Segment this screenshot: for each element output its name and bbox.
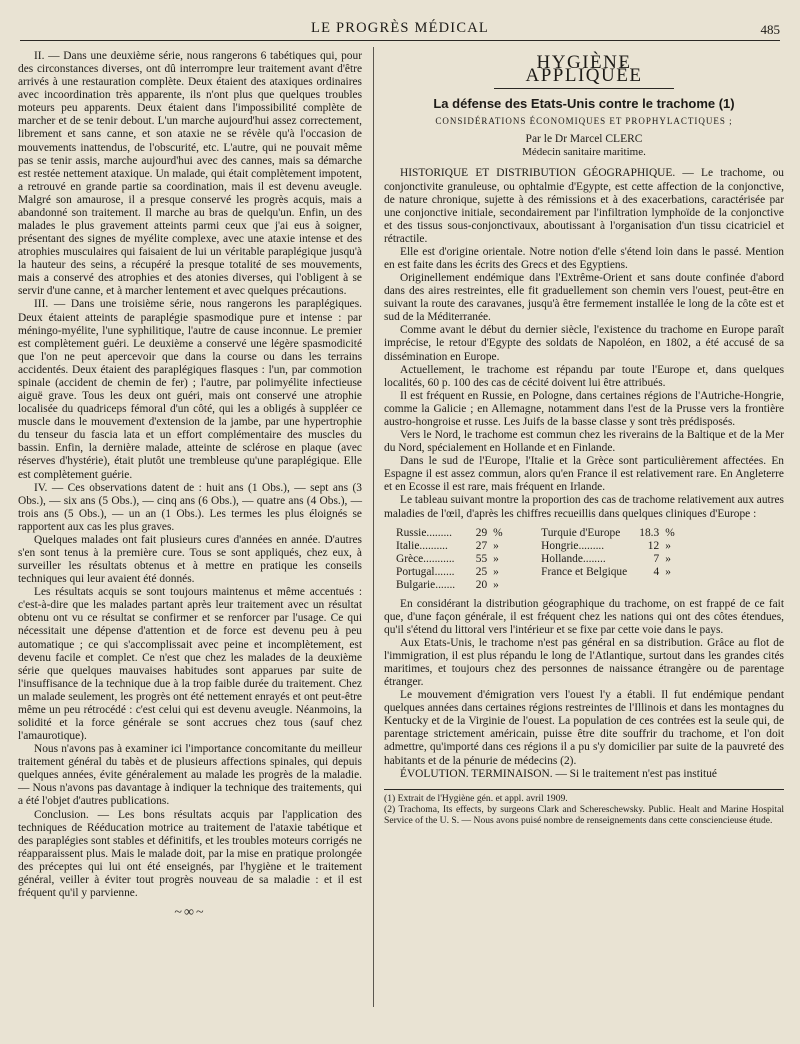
paragraph: Comme avant le début du dernier siècle, l'existence du trachome en Europe paraît imprécise, le retour d'Egypte des soldats de Napoléon, en 1802, a été accusé de sa dissémination en Europe. [384,324,784,363]
paragraph: Quelques malades ont fait plusieurs cures d'années en année. D'autres s'en sont tenus à la première cure. Tous se sont appliqués, chez eux, à surveiller les résultats obtenus et à mettre en pratique les conseils techniques qui leur avaient été donnés. [18,533,362,586]
country-cell: Grèce........... [396,552,455,565]
country-cell: Hollande........ [541,552,606,565]
paragraph: Il est fréquent en Russie, en Pologne, dans certaines régions de l'Autriche-Hongrie, comme la Galicie ; en Allemagne, notamment dans l'est de la Prusse vers la frontière austro-hongroise et russe. Les Juifs de la basse classe y sont très prédisposés. [384,389,784,428]
paragraph: Vers le Nord, le trachome est commun chez les riverains de la Baltique et de la Mer du Nord, spécialement en Hollande et en Finlande. [384,429,784,455]
page-number: 485 [760,22,780,37]
paragraph: III. — Dans une troisième série, nous rangerons les paraplégiques. Deux étaient atteints de paraplégie spasmodique pure et intense : par méningo-myélite, l'une syphilitique, l'autre de cause inconnue. Le premier est complètement guéri. Le deuxième a conservé une légère spasmodicité que l'on ne peut apercevoir que dans la course ou dans les terrains accidentés. Deux étaient des paraplégiques flasques : l'un, par commotion spinale (accident de chemin de fer) ; l'autre, par polimyélite infectieuse aiguë grave. Tous les deux ont guéri, mais ont conservé une atrophie localisée du quadriceps fémoral d'un côté, qui les a obligés à suppléer ce muscle dans le mouvement d'extension de la jambe, par une hypertrophie du tenseur du fascia lata et un effort complémentaire des muscles du bassin. Enfin, la dernière malade, atteinte de sclérose en plaque (avec réserves d'hystérie), était plutôt une trembleuse qu'une paraplégique. Elle est complètement guérie. [18,298,362,481]
left-column [18,50,362,919]
running-head [20,18,780,41]
table-row [394,527,695,540]
country-cell [523,579,629,592]
paragraph: Nous n'avons pas à examiner ici l'importance concomitante du meilleur traitement général du tabès et de plusieurs affections spinales, qui depuis quelques années, évite généralement au malade les progrès de la maladie. — Nous n'avons pas davantage à indiquer la technique des traitements, qui a été l'objet d'autres publications. [18,743,362,808]
end-ornament: ~∞~ [174,905,206,921]
value-cell: 12 [647,539,660,552]
country-cell: Turquie d'Europe [541,526,621,539]
value-cell: 18.3 [639,526,660,539]
paragraph: Originellement endémique dans l'Extrême-Orient et sans doute confinée d'abord dans des aires restreintes, elle fit graduellement son chemin vers l'ouest, peut-être en suivant la route des caravanes, jusqu'à être fermement installée le long de la côte est et sud de la Méditerranée. [384,272,784,324]
value-cell: 25 [475,565,488,578]
paragraph: Dans le sud de l'Europe, l'Italie et la Grèce sont particulièrement affectées. En Espagne il est assez commun, alors qu'en France il est relativement rare. En Angleterre et en Ecosse il est rare, mais fréquent en Irlande. [384,455,784,494]
unit-cell: » [493,552,499,565]
unit-cell: % [665,526,675,539]
right-column [384,50,784,827]
section-title: HYGIÈNE APPLIQUÉE [494,56,674,89]
value-cell: 29 [475,526,488,539]
author-role: Médecin sanitaire maritime. [522,146,646,159]
value-cell: 55 [475,552,488,565]
paragraph: Le mouvement d'émigration vers l'ouest l'y a établi. Il fut endémique pendant quelques années dans certaines régions restreintes de l'Illinois et dans les montagnes du Kentucky et de la Virginie de l'ouest. La population de ces contrées est la seule qui, de parentage strictement américain, puisse être dite souffrir du trachome, et l'on doit admettre, qu'importé dans ces régions il a pu s'y domicilier par suite de la pauvreté des habitants et de la pénurie de médecins (2). [384,689,784,767]
value-cell: 27 [475,539,488,552]
table-row [394,579,695,592]
value-cell: 20 [475,578,488,591]
unit-cell [661,579,695,592]
author-name: Par le Dr Marcel CLERC [525,133,643,146]
unit-cell: % [493,526,503,539]
paragraph: Aux Etats-Unis, le trachome n'est pas général en sa distribution. Grâce au flot de l'immigration, il est plus répandu le long de l'Atlantique, surtout dans les grandes cités maritimes, et toujours chez des personnes de naissance étrangère ou de parentage étranger. [384,636,784,689]
unit-cell: » [665,565,671,578]
value-cell: 7 [653,552,660,565]
unit-cell: » [493,578,499,591]
journal-title: LE PROGRÈS MÉDICAL [311,20,489,36]
unit-cell: » [493,565,499,578]
paragraph: Actuellement, le trachome est répandu par toute l'Europe et, dans quelques localités, 60 p. 100 des cas de cécité doivent lui être attribués. [384,363,784,389]
paragraph: Elle est d'origine orientale. Notre notion d'elle s'étend loin dans le passé. Mention en est faite dans les écrits des Grecs et des Egyptiens. [384,245,784,272]
unit-cell: » [665,552,671,565]
country-cell: France et Belgique [541,565,628,578]
trachoma-proportion-table [394,527,695,592]
paragraph: II. — Dans une deuxième série, nous rangerons 6 tabétiques qui, pour des circonstances diverses, ont dû interrompre leur traitement avant d'être arrivés à une restauration complète. Deux étaient des ataxiques ordinaires avec incoordination très apparente, ils n'ont plus que quelques troubles moteurs peu apparents. Deux étaient dans l'impossibilité complète de marcher et de se tenir debout. L'un marche aujourd'hui assez correctement, librement et sans canne, et son ataxie ne se révèle qu'à l'occasion de mouvements inattendus, de l'obscurité, etc. L'autre, qui ne pouvait même pas se tenir assis, marche aujourd'hui avec des cannes, mais sa démarche est restée nettement ataxique. Un malade, qui était complètement impotent, a retrouvé en grande partie sa coordination, mais il est devenu aveugle. Malgré son amaurose, il a presque conservé les progrès acquis, mais a abandonné son traitement. Il marche au bras de quelqu'un. Enfin, un des malades le plus gravement atteints parmi ceux que j'ai eus à soigner, présentant des signes de myélite complexe, avec une ataxie intense et des atrophies musculaires qui faisaient de lui un véritable paraplégique jusqu'à la hauteur des seins, a récupéré la presque totalité de ses mouvements, mais a conservé des atrophies et des atonies diverses, qui l'obligent à se servir d'une canne, et à marcher lentement et avec quelques précautions. [18,50,362,298]
article-title: La défense des Etats-Unis contre le trachome (1) [433,96,735,112]
table-row [394,540,695,553]
paragraph: Les résultats acquis se sont toujours maintenus et même accentués : c'est-à-dire que les malades partant après leur traitement avec un résultat obtenu ont vu ce résultat se confirmer et se renforcer par l'usage. Ce qui nécessitait une dépense d'attention et de force est devenu peu à peu automatique ; ce qui s'accomplissait avec peine et incomplètement, est devenu facile et complet. Ce n'est que chez les malades de la deuxième série que quelques mauvaises habitudes sont apparues par suite de l'insuffisance de la technique due à la trop faible durée du traitement. Chez un malade seulement, les progrès ont été nettement enrayés et ont peut-être même un peu rétrocédé : c'est celui qui est devenu aveugle. Néanmoins, la solidité et la force générale se sont accrues chez tous (sauf chez l'amaurotique). [18,586,362,743]
article-subtitle: CONSIDÉRATIONS ÉCONOMIQUES ET PROPHYLACTIQUES ; [435,116,733,127]
country-cell: Bulgarie....... [396,578,456,591]
footnote: (2) Trachoma, Its effects, by surgeons Clark and Schereschewsky. Public. Healt and Marine Hospital Service of the U. S. — Nous avons puisé nombre de renseignements dans cette consciencieuse étude. [384,804,784,827]
paragraph: HISTORIQUE ET DISTRIBUTION GÉOGRAPHIQUE. — Le trachome, ou conjonctivite granuleuse, ou ophtalmie d'Egypte, est cette affection de la conjonctive, de nature chronique, sujette à des rémissions et à des exacerbations, caractérisée par une conjonctive initiale, secondairement par l'infiltration lymphoïde de la conjonctive et des tissus sous-conjonctivaux, aboutissant à l'organisation d'un tissu cicatriciel et rétractile. [384,167,784,245]
paragraph: Le tableau suivant montre la proportion des cas de trachome relativement aux autres maladies de l'œil, d'après les chiffres recueillis dans quelques cliniques d'Europe : [384,494,784,520]
paragraph: En considérant la distribution géographique du trachome, on est frappé de ce fait que, d'une façon générale, il est fréquent chez les nations qui ont des côtes étendues, qu'il s'étend du littoral vers l'intérieur et se fixe par cette voie dans le pays. [384,597,784,636]
country-cell: Hongrie......... [541,539,605,552]
unit-cell: » [493,539,499,552]
country-cell: Portugal....... [396,565,455,578]
table-row [394,566,695,579]
value-cell [629,579,661,592]
column-divider [373,47,374,1007]
table-row [394,553,695,566]
unit-cell: » [665,539,671,552]
value-cell: 4 [653,565,660,578]
footnotes [384,789,784,827]
conclusion-paragraph: Conclusion. — Les bons résultats acquis par l'application des techniques de Rééducation motrice au traitement de l'ataxie tabétique et des paraplégies sont stables et définitifs, et les troubles moteurs corrigés ne réapparaissent plus. Mais le malade doit, par la mise en pratique prolongée des préceptes qui lui ont été enseignés, par l'hygiène et le traitement général, veiller à éviter tout progrès nouveau de sa maladie : et il est fréquent qu'il y parvienne. [18,808,362,899]
footnote: (1) Extrait de l'Hygiène gén. et appl. avril 1909. [384,792,568,804]
country-cell: Italie.......... [396,539,448,552]
country-cell: Russie......... [396,526,453,539]
paragraph: ÉVOLUTION. TERMINAISON. — Si le traitement n'est pas institué [400,767,717,780]
paragraph: IV. — Ces observations datent de : huit ans (1 Obs.), — sept ans (3 Obs.), — six ans (5 Obs.), — cinq ans (6 Obs.), — quatre ans (4 Obs.), — trois ans (5 Obs.), — un an (1 Obs.). Les termes les plus éloignés se rapportent aux cas les plus graves. [18,481,362,533]
